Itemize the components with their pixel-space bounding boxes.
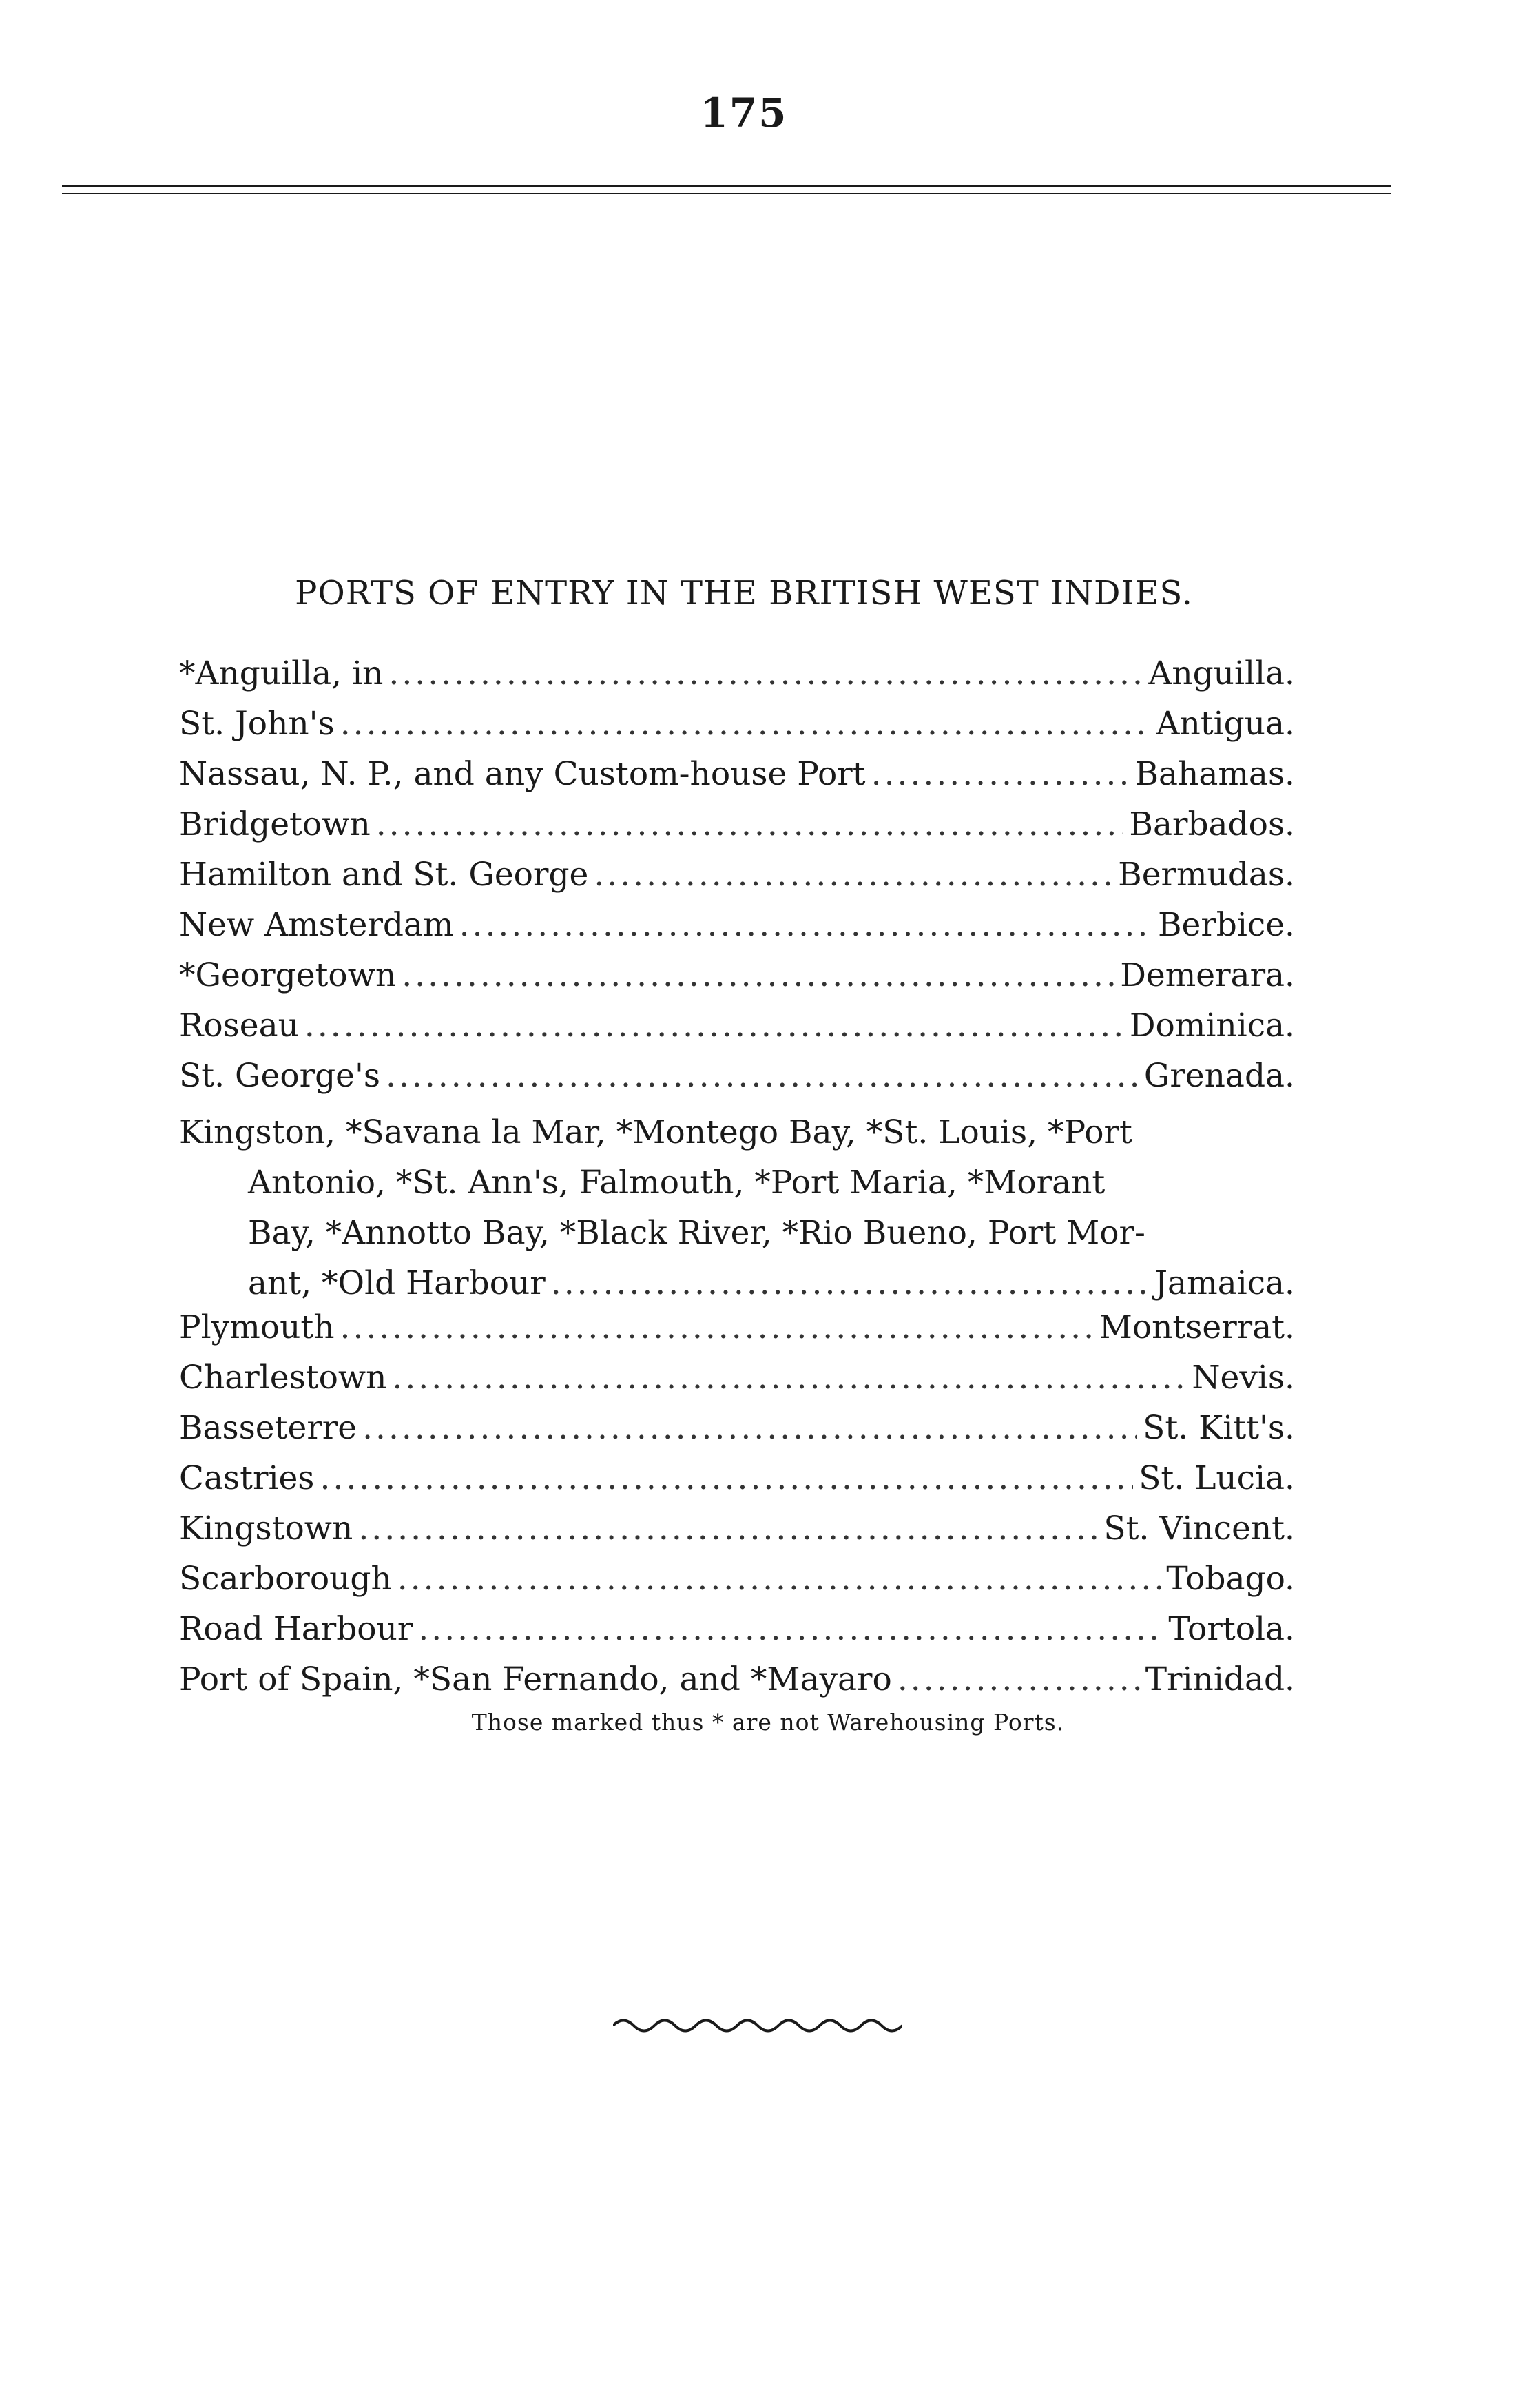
port-name: Bridgetown [179,805,371,843]
wavy-ornament [613,2012,902,2039]
jamaica-ports-entry [179,1107,1295,1308]
port-row [179,1510,1295,1560]
port-row [179,1459,1295,1510]
colony-name: Anguilla. [1148,655,1295,692]
port-name: Port of Spain, *San Fernando, and *Mayaro [179,1660,892,1698]
port-name: Basseterre [179,1409,357,1447]
dot-leader [358,1510,1098,1547]
port-name: Castries [179,1459,315,1497]
jamaica-line [179,1258,1295,1308]
colony-name: St. Vincent. [1103,1510,1295,1547]
port-row [179,655,1295,705]
dot-leader [340,705,1151,743]
colony-name: Tortola. [1168,1610,1295,1648]
port-name: Roseau [179,1007,299,1045]
port-row [179,705,1295,755]
port-row [179,1057,1295,1107]
colony-name: Dominica. [1129,1007,1295,1045]
port-row [179,1560,1295,1610]
colony-name: Tobago. [1166,1560,1295,1598]
dot-leader [594,856,1112,894]
jamaica-line: Antonio, *St. Ann's, Falmouth, *Port Maria, *Morant [248,1164,1106,1202]
port-name: St. George's [179,1057,381,1095]
jamaica-line: Bay, *Annotto Bay, *Black River, *Rio Bueno, Port Mor- [248,1214,1145,1252]
colony-name: Montserrat. [1099,1308,1295,1346]
port-row [179,1308,1295,1359]
header-rule [62,185,1391,187]
dot-leader [376,805,1124,843]
dot-leader [459,906,1152,944]
port-row [179,1007,1295,1057]
footnote: Those marked thus * are not Warehousing Ports. [471,1709,1065,1736]
port-name: *Anguilla, in [179,655,384,692]
port-name: New Amsterdam [179,906,454,944]
port-row [179,805,1295,856]
dot-leader [551,1258,1149,1308]
port-name: Plymouth [179,1308,335,1346]
colony-name: Grenada. [1143,1057,1295,1095]
colony-name: St. Kitt's. [1143,1409,1295,1447]
dot-leader [362,1409,1137,1447]
port-row [179,1610,1295,1660]
dot-leader [320,1459,1133,1497]
port-row [179,1660,1295,1711]
dot-leader [897,1660,1140,1698]
dot-leader [340,1308,1094,1346]
port-name: Scarborough [179,1560,392,1598]
port-name: St. John's [179,705,335,743]
port-row [179,906,1295,956]
port-row [179,856,1295,906]
port-row [179,1359,1295,1409]
header-rule-thin [62,193,1391,194]
dot-leader [386,1057,1139,1095]
port-name: Charlestown [179,1359,387,1397]
colony-name: Nevis. [1192,1359,1295,1397]
page-number: 175 [700,90,788,136]
colony-name: Bahamas. [1134,755,1295,793]
dot-leader [397,1560,1161,1598]
colony-name: Antigua. [1156,705,1295,743]
port-row [179,755,1295,805]
dot-leader [392,1359,1186,1397]
colony-name: St. Lucia. [1139,1459,1295,1497]
jamaica-line: Kingston, *Savana la Mar, *Montego Bay, *St. Louis, *Port [179,1113,1132,1151]
page-title: PORTS OF ENTRY IN THE BRITISH WEST INDIES. [295,574,1193,613]
colony-name: Berbice. [1157,906,1295,944]
dot-leader [388,655,1143,692]
colony-name: Trinidad. [1145,1660,1295,1698]
port-name: Kingstown [179,1510,353,1547]
colony-name: Barbados. [1129,805,1295,843]
ports-list [179,655,1295,1711]
port-name: ant, *Old Harbour [248,1264,546,1302]
port-name: Hamilton and St. George [179,856,589,894]
port-name: Nassau, N. P., and any Custom-house Port [179,755,866,793]
colony-name: Bermudas. [1118,856,1295,894]
port-row [179,1409,1295,1459]
dot-leader [871,755,1130,793]
port-name: *Georgetown [179,956,397,994]
colony-name: Jamaica. [1154,1264,1295,1302]
port-row [179,956,1295,1007]
dot-leader [304,1007,1124,1045]
colony-name: Demerara. [1120,956,1295,994]
port-name: Road Harbour [179,1610,413,1648]
dot-leader [402,956,1114,994]
dot-leader [418,1610,1163,1648]
